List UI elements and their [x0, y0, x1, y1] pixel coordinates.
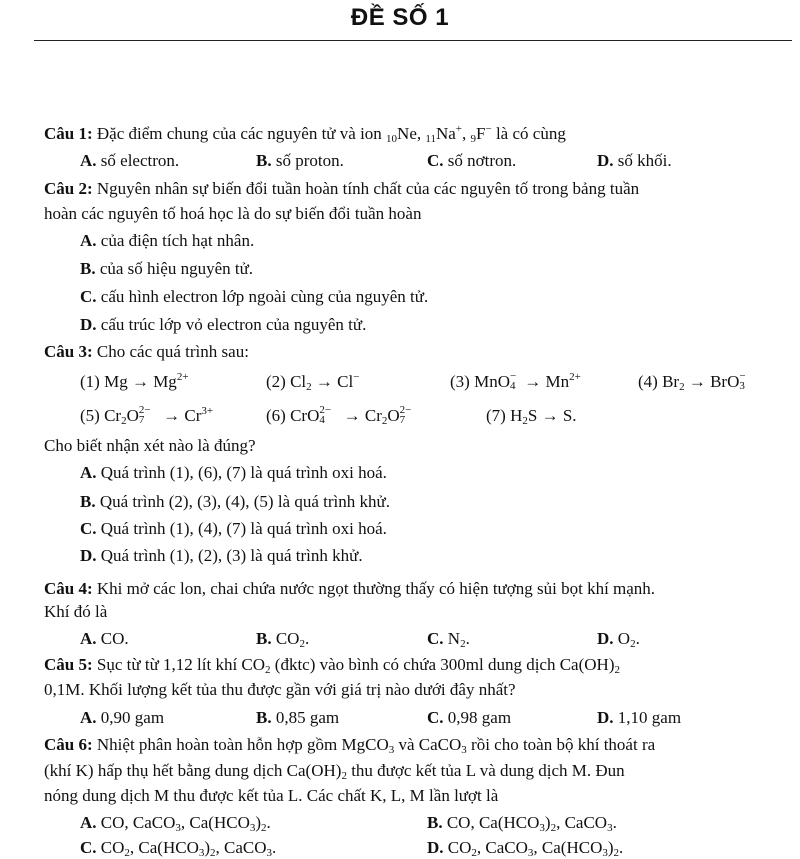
atomic-number: 11 — [425, 133, 436, 145]
option-text: , CaCO — [215, 838, 267, 857]
subscript: 2 — [460, 638, 466, 650]
option-text: , Ca(HCO — [533, 838, 603, 857]
element-f: F — [476, 124, 486, 143]
formula: O — [387, 406, 400, 425]
question-label: Câu 1: — [44, 124, 93, 143]
option-text: 1,10 gam — [613, 708, 682, 727]
charge-stack — [138, 404, 159, 426]
charge: + — [455, 123, 463, 135]
question-text: Cho các quá trình sau: — [92, 342, 249, 361]
option-text: . — [272, 838, 277, 857]
process-1 — [80, 371, 189, 393]
process-4 — [638, 371, 749, 393]
subscript: 4 — [319, 414, 325, 426]
subscript: 3 — [539, 822, 545, 834]
process-5 — [80, 405, 213, 427]
option-text: 0,85 gam — [271, 708, 340, 727]
option-key: D. — [597, 151, 614, 170]
option-text: cấu hình electron lớp ngoài cùng của nguyên tử. — [96, 287, 429, 306]
process-number: (5) — [80, 406, 105, 425]
subscript: 2 — [299, 638, 305, 650]
option-c[interactable] — [80, 286, 428, 308]
option-text: . — [612, 813, 617, 832]
option-text: số khối. — [613, 151, 672, 170]
process-number: (1) — [80, 372, 105, 391]
question-label: Câu 2: — [44, 179, 93, 198]
process-7 — [486, 405, 577, 427]
option-key: D. — [597, 629, 614, 648]
process-2 — [266, 371, 359, 393]
question-3 — [44, 341, 249, 363]
option-text: CO, Ca(HCO — [442, 813, 540, 832]
subscript: 2 — [522, 415, 528, 427]
question-text: và CaCO — [394, 735, 462, 754]
question-2-cont: hoàn các nguyên tố hoá học là do sự biến đổi tuần hoàn — [44, 204, 422, 223]
option-key: C. — [427, 708, 444, 727]
charge: 2+ — [176, 371, 189, 383]
option-c[interactable] — [427, 628, 470, 650]
option-text: cấu trúc lớp vỏ electron của nguyên tử. — [96, 315, 367, 334]
option-key: C. — [80, 838, 97, 857]
option-key: B. — [256, 708, 272, 727]
option-a[interactable] — [80, 462, 387, 484]
option-key: B. — [256, 151, 272, 170]
question-text: rồi cho toàn bộ khí thoát ra — [466, 735, 656, 754]
option-text: 0,90 gam — [96, 708, 165, 727]
question-3-prompt: Cho biết nhận xét nào là đúng? — [44, 436, 256, 455]
subscript: 2 — [121, 415, 127, 427]
option-text: 0,98 gam — [443, 708, 512, 727]
charge: 2− — [399, 404, 412, 416]
question-1 — [44, 123, 566, 145]
subscript: 2 — [341, 770, 347, 782]
option-text: . — [266, 813, 271, 832]
charge: − — [353, 371, 360, 383]
option-text: CO — [443, 838, 472, 857]
question-2 — [44, 178, 639, 200]
formula: → Cl — [311, 372, 354, 391]
option-text: ) — [204, 838, 211, 857]
subscript: 2 — [265, 664, 271, 676]
option-d[interactable] — [427, 837, 623, 859]
option-b[interactable] — [256, 150, 344, 172]
question-label: Câu 6: — [44, 735, 93, 754]
option-key: A. — [80, 813, 97, 832]
separator: , — [462, 124, 471, 143]
option-key: A. — [80, 708, 97, 727]
charge-stack — [399, 404, 420, 426]
option-b[interactable] — [427, 812, 617, 834]
option-d[interactable] — [597, 707, 681, 729]
option-text: Quá trình (1), (6), (7) là quá trình oxi hoá. — [96, 463, 387, 482]
option-text: . — [635, 629, 640, 648]
option-key: B. — [80, 492, 96, 511]
question-text: là có cùng — [491, 124, 566, 143]
option-text: của điện tích hạt nhân. — [96, 231, 255, 250]
charge: 3+ — [201, 405, 214, 417]
option-key: D. — [597, 708, 614, 727]
option-text: O — [613, 629, 631, 648]
charge: − — [509, 370, 517, 382]
formula: H — [510, 406, 523, 425]
subscript: 3 — [607, 822, 613, 834]
formula: S → S. — [527, 406, 577, 425]
charge: 2− — [319, 404, 332, 416]
option-c[interactable] — [427, 150, 516, 172]
subscript: 2 — [124, 847, 130, 859]
option-c[interactable] — [80, 837, 276, 859]
question-text: Nguyên nhân sự biến đổi tuần hoàn tính chất của các nguyên tố trong bảng tuần — [92, 179, 640, 198]
option-text: CO — [96, 838, 125, 857]
formula: Mg → Mg — [104, 372, 177, 391]
option-d[interactable] — [597, 150, 672, 172]
subscript: 3 — [602, 847, 608, 859]
question-text: Khi mở các lon, chai chứa nước ngọt thường thấy có hiện tượng sủi bọt khí mạnh. — [92, 579, 656, 598]
subscript: 3 — [198, 847, 205, 859]
charge: 2+ — [569, 371, 581, 383]
option-key: A. — [80, 231, 97, 250]
process-6 — [266, 405, 420, 427]
subscript: 3 — [527, 847, 534, 859]
option-a[interactable] — [80, 812, 271, 834]
question-6 — [44, 734, 655, 756]
question-6-cont — [44, 760, 625, 782]
subscript: 7 — [399, 414, 406, 426]
subscript: 2 — [381, 415, 388, 427]
option-text: ) — [544, 813, 551, 832]
option-text: số proton. — [271, 151, 344, 170]
option-b[interactable] — [80, 258, 253, 280]
question-text: thu được kết tủa L và dung dịch M. Đun — [346, 761, 625, 780]
charge-stack — [509, 370, 520, 392]
element-ne: Ne, — [397, 124, 426, 143]
charge: − — [739, 370, 746, 382]
option-text: . — [465, 629, 470, 648]
option-a[interactable] — [80, 230, 254, 252]
option-b[interactable] — [256, 707, 339, 729]
option-c[interactable] — [80, 518, 387, 540]
formula: CrO — [290, 406, 320, 425]
question-6-cont: nóng dung dịch M thu được kết tủa L. Các chất K, L, M lần lượt là — [44, 786, 499, 805]
charge: 2− — [138, 404, 151, 416]
option-text: , CaCO — [476, 838, 528, 857]
subscript: 2 — [613, 847, 620, 859]
option-b[interactable] — [256, 628, 309, 650]
question-text: (khí K) hấp thụ hết bằng dung dịch Ca(OH) — [44, 761, 342, 780]
process-number: (3) — [450, 372, 475, 391]
option-key: D. — [80, 546, 97, 565]
atomic-number: 9 — [470, 133, 477, 145]
formula: O — [126, 406, 139, 425]
option-key: C. — [80, 287, 97, 306]
subscript: 2 — [261, 822, 267, 834]
option-key: D. — [427, 838, 444, 857]
option-a[interactable] — [80, 150, 179, 172]
subscript: 2 — [210, 847, 216, 859]
question-label: Câu 3: — [44, 342, 93, 361]
charge-stack — [319, 404, 339, 426]
option-key: C. — [427, 151, 444, 170]
formula: → BrO — [684, 372, 740, 391]
option-text: số nơtron. — [443, 151, 517, 170]
formula: → Cr — [158, 406, 202, 425]
option-key: B. — [80, 259, 96, 278]
option-key: A. — [80, 629, 97, 648]
process-number: (2) — [266, 372, 291, 391]
option-text: Quá trình (2), (3), (4), (5) là quá trình khử. — [95, 492, 390, 511]
process-3 — [450, 371, 581, 393]
option-text: ) — [607, 838, 614, 857]
subscript: 3 — [266, 847, 273, 859]
formula: → Mn — [519, 372, 570, 391]
option-d[interactable] — [80, 545, 363, 567]
subscript: 2 — [614, 664, 620, 676]
option-text: CO — [271, 629, 300, 648]
option-d[interactable] — [80, 314, 366, 336]
subscript: 3 — [249, 822, 256, 834]
question-4 — [44, 578, 655, 600]
charge-stack — [739, 370, 749, 392]
formula: → Cr — [339, 406, 382, 425]
option-key: A. — [80, 463, 97, 482]
option-key: C. — [80, 519, 97, 538]
question-5 — [44, 654, 620, 676]
subscript: 4 — [509, 380, 516, 392]
process-number: (6) — [266, 406, 291, 425]
question-4-cont: Khí đó là — [44, 602, 108, 621]
option-text: , Ca(HCO — [180, 813, 250, 832]
option-text: . — [619, 838, 624, 857]
formula: Br — [662, 372, 680, 391]
option-key: A. — [80, 151, 97, 170]
option-text: Quá trình (1), (4), (7) là quá trình oxi hoá. — [96, 519, 387, 538]
option-text: , Ca(HCO — [129, 838, 199, 857]
option-text: CO, CaCO — [96, 813, 176, 832]
process-number: (4) — [638, 372, 663, 391]
option-key: D. — [80, 315, 97, 334]
option-text: ) — [255, 813, 262, 832]
option-d[interactable] — [597, 628, 640, 650]
charge: − — [485, 123, 492, 135]
subscript: 2 — [630, 638, 636, 650]
question-text: Đặc điểm chung của các nguyên tử và ion — [92, 124, 387, 143]
option-text: số electron. — [96, 151, 180, 170]
question-text: Nhiệt phân hoàn toàn hỗn hợp gồm MgCO — [92, 735, 389, 754]
option-a[interactable] — [80, 707, 164, 729]
subscript: 3 — [388, 744, 395, 756]
option-key: C. — [427, 629, 444, 648]
option-key: B. — [427, 813, 443, 832]
question-label: Câu 5: — [44, 655, 93, 674]
question-label: Câu 4: — [44, 579, 93, 598]
atomic-number: 10 — [386, 133, 398, 145]
subscript: 3 — [739, 380, 745, 392]
subscript: 2 — [679, 381, 685, 393]
question-text: (đktc) vào bình có chứa 300ml dung dịch Ca(OH) — [270, 655, 615, 674]
subscript: 7 — [138, 414, 145, 426]
subscript: 2 — [471, 847, 477, 859]
option-c[interactable] — [427, 707, 511, 729]
option-text: . — [304, 629, 310, 648]
subscript: 3 — [175, 822, 181, 834]
option-text: CO. — [96, 629, 129, 648]
option-key: B. — [256, 629, 272, 648]
subscript: 2 — [306, 381, 312, 393]
subscript: 3 — [461, 744, 467, 756]
option-text: của số hiệu nguyên tử. — [95, 259, 254, 278]
element-na: Na — [435, 124, 456, 143]
question-5-cont: 0,1M. Khối lượng kết tủa thu được gần với giá trị nào dưới đây nhất? — [44, 680, 516, 699]
option-b[interactable] — [80, 491, 390, 513]
page-title: ĐỀ SỐ 1 — [350, 4, 450, 31]
option-text: , CaCO — [556, 813, 608, 832]
option-text: Quá trình (1), (2), (3) là quá trình khử. — [96, 546, 363, 565]
formula: Cl — [290, 372, 307, 391]
process-number: (7) — [486, 406, 511, 425]
formula: MnO — [474, 372, 510, 391]
subscript: 2 — [550, 822, 557, 834]
option-a[interactable] — [80, 628, 129, 650]
question-text: Sục từ từ 1,12 lít khí CO — [92, 655, 266, 674]
option-text: N — [443, 629, 461, 648]
formula: Cr — [104, 406, 122, 425]
